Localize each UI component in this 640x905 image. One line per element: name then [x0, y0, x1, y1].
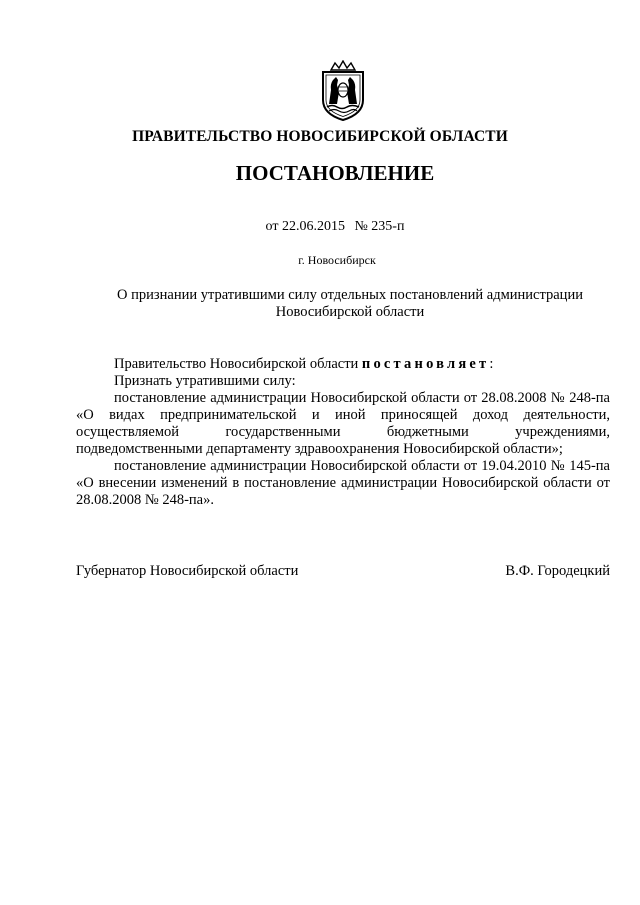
signature-block [76, 563, 610, 580]
document-number: № 235-п [354, 219, 405, 234]
document-subject: О признании утратившими силу отдельных постановлений администрации Новосибирской области [117, 287, 583, 320]
document-body [76, 356, 610, 509]
signatory-name: В.Ф. Городецкий [505, 563, 610, 579]
body-paragraph-3: постановление администрации Новосибирской области от 28.08.2008 № 248-па «О видах предпринимательской и иной приносящей доход деятельности, осуществляемой государственными бюджетными учреждениями, подведомственными департаменту здравоохранения Новосибирской области»; [76, 390, 610, 457]
document-type: ПОСТАНОВЛЕНИЕ [235, 161, 435, 185]
signatory-position: Губернатор Новосибирской области [76, 563, 299, 579]
resolution-keyword: постановляет [361, 356, 490, 372]
body-paragraph-2: Признать утратившими силу: [114, 373, 296, 389]
body-paragraph-1: Правительство Новосибирской области постановляет: [114, 356, 494, 372]
organization-title: ПРАВИТЕЛЬСТВО НОВОСИБИРСКОЙ ОБЛАСТИ [132, 128, 508, 145]
document-date-number [0, 219, 640, 235]
novosibirsk-coat-of-arms-icon [317, 60, 369, 122]
document-date: от 22.06.2015 [265, 219, 345, 234]
document-city: г. Новосибирск [298, 253, 376, 267]
body-paragraph-4: постановление администрации Новосибирской области от 19.04.2010 № 145-па «О внесении изменений в постановление администрации Новосибирской области от 28.08.2008 № 248-па». [76, 458, 610, 508]
